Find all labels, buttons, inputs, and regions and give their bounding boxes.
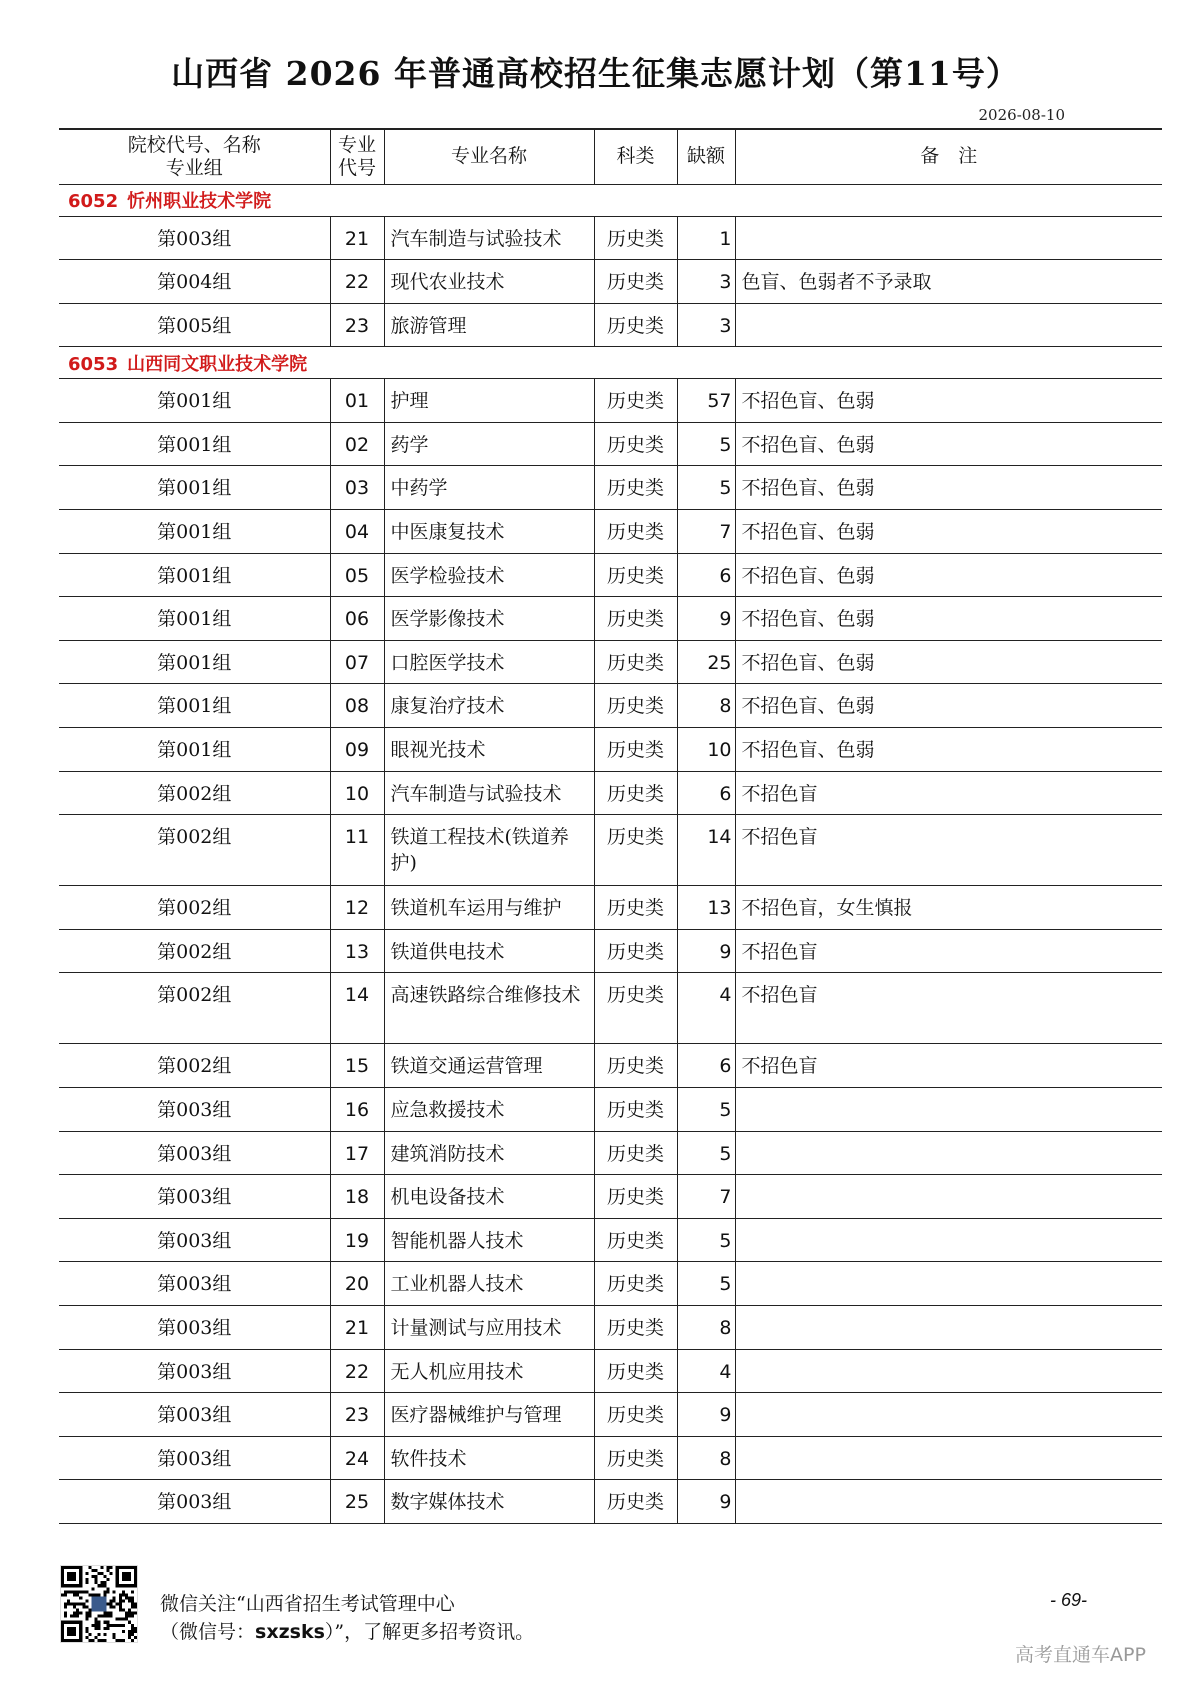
category-cell: 历史类 <box>594 1480 677 1524</box>
quota-cell: 9 <box>677 1480 735 1524</box>
quota-cell: 6 <box>677 1044 735 1088</box>
major-code-cell: 09 <box>330 728 384 772</box>
remark-cell <box>735 1131 1162 1175</box>
qr-code-icon <box>60 1565 138 1643</box>
header-major-code <box>330 129 384 184</box>
remark-cell <box>735 1393 1162 1437</box>
category-cell: 历史类 <box>594 1218 677 1262</box>
group-cell: 第001组 <box>59 553 330 597</box>
school-heading <box>59 184 1162 216</box>
table-row <box>59 216 1162 260</box>
table-row <box>59 640 1162 684</box>
quota-cell: 9 <box>677 929 735 973</box>
category-cell: 历史类 <box>594 684 677 728</box>
school-code: 6053 <box>68 353 119 375</box>
remark-cell: 不招色盲 <box>735 771 1162 815</box>
table-row <box>59 771 1162 815</box>
major-name-cell: 眼视光技术 <box>384 728 594 772</box>
header-major-code-line1: 专业 <box>337 133 376 156</box>
major-name-cell: 铁道机车运用与维护 <box>384 886 594 930</box>
remark-cell: 不招色盲、色弱 <box>735 684 1162 728</box>
major-code-cell: 20 <box>330 1262 384 1306</box>
quota-cell: 5 <box>677 1131 735 1175</box>
major-code-cell: 11 <box>330 815 384 886</box>
header-remark: 备 注 <box>735 129 1162 184</box>
quota-cell: 25 <box>677 640 735 684</box>
quota-cell: 5 <box>677 1088 735 1132</box>
category-cell: 历史类 <box>594 1044 677 1088</box>
remark-cell <box>735 1218 1162 1262</box>
remark-cell: 不招色盲 <box>735 1044 1162 1088</box>
table-row <box>59 1088 1162 1132</box>
major-code-cell: 13 <box>330 929 384 973</box>
major-name-cell: 汽车制造与试验技术 <box>384 771 594 815</box>
footer-line-2-suffix: ）”，了解更多招考资讯。 <box>324 1621 535 1643</box>
quota-cell: 1 <box>677 216 735 260</box>
footer-line-2 <box>160 1618 534 1646</box>
category-cell: 历史类 <box>594 379 677 423</box>
quota-cell: 5 <box>677 422 735 466</box>
major-name-cell: 铁道工程技术(铁道养护) <box>384 815 594 886</box>
table-body <box>59 184 1162 1523</box>
category-cell: 历史类 <box>594 1131 677 1175</box>
major-code-cell: 23 <box>330 1393 384 1437</box>
major-code-cell: 25 <box>330 1480 384 1524</box>
table-row <box>59 1480 1162 1524</box>
category-cell: 历史类 <box>594 728 677 772</box>
school-heading-row <box>59 184 1162 216</box>
category-cell: 历史类 <box>594 771 677 815</box>
table-row <box>59 466 1162 510</box>
group-cell: 第003组 <box>59 1393 330 1437</box>
quota-cell: 8 <box>677 1305 735 1349</box>
major-name-cell: 护理 <box>384 379 594 423</box>
major-name-cell: 康复治疗技术 <box>384 684 594 728</box>
category-cell: 历史类 <box>594 1349 677 1393</box>
major-code-cell: 21 <box>330 1305 384 1349</box>
group-cell: 第001组 <box>59 422 330 466</box>
major-code-cell: 01 <box>330 379 384 423</box>
table-row <box>59 815 1162 886</box>
quota-cell: 8 <box>677 1436 735 1480</box>
group-cell: 第004组 <box>59 260 330 304</box>
footer-line-2-prefix: （微信号： <box>160 1621 256 1643</box>
major-name-cell: 无人机应用技术 <box>384 1349 594 1393</box>
major-name-cell: 工业机器人技术 <box>384 1262 594 1306</box>
group-cell: 第002组 <box>59 886 330 930</box>
remark-cell: 不招色盲、色弱 <box>735 553 1162 597</box>
remark-cell <box>735 216 1162 260</box>
table-row <box>59 973 1162 1044</box>
major-name-cell: 建筑消防技术 <box>384 1131 594 1175</box>
quota-cell: 5 <box>677 1262 735 1306</box>
watermark: 高考直通车APP <box>1015 1644 1146 1666</box>
quota-cell: 7 <box>677 510 735 554</box>
major-name-cell: 中药学 <box>384 466 594 510</box>
group-cell: 第003组 <box>59 1131 330 1175</box>
header-category: 科类 <box>594 129 677 184</box>
quota-cell: 10 <box>677 728 735 772</box>
page-number: - 69- <box>1050 1590 1088 1610</box>
major-code-cell: 22 <box>330 1349 384 1393</box>
table-row <box>59 1262 1162 1306</box>
table-row <box>59 260 1162 304</box>
remark-cell: 不招色盲、色弱 <box>735 510 1162 554</box>
table-row <box>59 510 1162 554</box>
major-name-cell: 医疗器械维护与管理 <box>384 1393 594 1437</box>
category-cell: 历史类 <box>594 1393 677 1437</box>
quota-cell: 9 <box>677 597 735 641</box>
group-cell: 第003组 <box>59 1305 330 1349</box>
remark-cell: 不招色盲 <box>735 929 1162 973</box>
group-cell: 第003组 <box>59 216 330 260</box>
major-code-cell: 08 <box>330 684 384 728</box>
quota-cell: 14 <box>677 815 735 886</box>
category-cell: 历史类 <box>594 640 677 684</box>
major-name-cell: 机电设备技术 <box>384 1175 594 1219</box>
group-cell: 第001组 <box>59 597 330 641</box>
remark-cell <box>735 1349 1162 1393</box>
category-cell: 历史类 <box>594 303 677 347</box>
table-row <box>59 1305 1162 1349</box>
category-cell: 历史类 <box>594 553 677 597</box>
major-code-cell: 22 <box>330 260 384 304</box>
quota-cell: 4 <box>677 973 735 1044</box>
major-code-cell: 04 <box>330 510 384 554</box>
school-heading-row <box>59 347 1162 379</box>
group-cell: 第003组 <box>59 1088 330 1132</box>
group-cell: 第002组 <box>59 815 330 886</box>
category-cell: 历史类 <box>594 216 677 260</box>
category-cell: 历史类 <box>594 886 677 930</box>
publish-date: 2026-08-10 <box>978 106 1065 124</box>
remark-cell: 不招色盲、色弱 <box>735 466 1162 510</box>
header-school-label: 院校代号、名称 <box>127 133 261 156</box>
major-code-cell: 18 <box>330 1175 384 1219</box>
quota-cell: 8 <box>677 684 735 728</box>
category-cell: 历史类 <box>594 466 677 510</box>
major-code-cell: 10 <box>330 771 384 815</box>
category-cell: 历史类 <box>594 815 677 886</box>
group-cell: 第002组 <box>59 973 330 1044</box>
major-name-cell: 汽车制造与试验技术 <box>384 216 594 260</box>
table-row <box>59 1349 1162 1393</box>
remark-cell <box>735 1480 1162 1524</box>
remark-cell <box>735 1305 1162 1349</box>
group-cell: 第001组 <box>59 466 330 510</box>
wechat-id: sxzsks <box>255 1621 325 1643</box>
table-row <box>59 886 1162 930</box>
quota-cell: 3 <box>677 260 735 304</box>
major-name-cell: 铁道交通运营管理 <box>384 1044 594 1088</box>
remark-cell: 不招色盲、色弱 <box>735 728 1162 772</box>
major-name-cell: 应急救援技术 <box>384 1088 594 1132</box>
major-name-cell: 旅游管理 <box>384 303 594 347</box>
major-name-cell: 铁道供电技术 <box>384 929 594 973</box>
quota-cell: 5 <box>677 466 735 510</box>
remark-cell: 不招色盲、色弱 <box>735 597 1162 641</box>
major-code-cell: 06 <box>330 597 384 641</box>
school-heading <box>59 347 1162 379</box>
school-name: 山西同文职业技术学院 <box>127 353 308 375</box>
header-major-name: 专业名称 <box>384 129 594 184</box>
category-cell: 历史类 <box>594 510 677 554</box>
major-name-cell: 医学检验技术 <box>384 553 594 597</box>
remark-cell <box>735 303 1162 347</box>
header-quota: 缺额 <box>677 129 735 184</box>
quota-cell: 5 <box>677 1218 735 1262</box>
header-school-group <box>59 129 330 184</box>
remark-cell: 不招色盲，女生慎报 <box>735 886 1162 930</box>
major-code-cell: 21 <box>330 216 384 260</box>
major-code-cell: 16 <box>330 1088 384 1132</box>
major-code-cell: 05 <box>330 553 384 597</box>
remark-cell: 不招色盲、色弱 <box>735 422 1162 466</box>
major-name-cell: 软件技术 <box>384 1436 594 1480</box>
category-cell: 历史类 <box>594 1305 677 1349</box>
table-row <box>59 684 1162 728</box>
quota-cell: 13 <box>677 886 735 930</box>
major-name-cell: 高速铁路综合维修技术 <box>384 973 594 1044</box>
category-cell: 历史类 <box>594 1262 677 1306</box>
major-name-cell: 口腔医学技术 <box>384 640 594 684</box>
group-cell: 第002组 <box>59 1044 330 1088</box>
group-cell: 第003组 <box>59 1349 330 1393</box>
group-cell: 第005组 <box>59 303 330 347</box>
major-code-cell: 15 <box>330 1044 384 1088</box>
major-name-cell: 中医康复技术 <box>384 510 594 554</box>
category-cell: 历史类 <box>594 1088 677 1132</box>
remark-cell: 不招色盲 <box>735 815 1162 886</box>
major-code-cell: 19 <box>330 1218 384 1262</box>
remark-cell <box>735 1262 1162 1306</box>
table-row <box>59 728 1162 772</box>
enrollment-plan-table <box>59 128 1162 1524</box>
table-row <box>59 1175 1162 1219</box>
school-code: 6052 <box>68 191 119 212</box>
category-cell: 历史类 <box>594 1436 677 1480</box>
category-cell: 历史类 <box>594 260 677 304</box>
group-cell: 第003组 <box>59 1218 330 1262</box>
category-cell: 历史类 <box>594 1175 677 1219</box>
table-row <box>59 1131 1162 1175</box>
quota-cell: 4 <box>677 1349 735 1393</box>
table-row <box>59 379 1162 423</box>
group-cell: 第003组 <box>59 1262 330 1306</box>
quota-cell: 3 <box>677 303 735 347</box>
table-row <box>59 1436 1162 1480</box>
table-row <box>59 422 1162 466</box>
table-header-row <box>59 129 1162 184</box>
table-row <box>59 597 1162 641</box>
category-cell: 历史类 <box>594 929 677 973</box>
remark-cell <box>735 1175 1162 1219</box>
quota-cell: 57 <box>677 379 735 423</box>
major-code-cell: 12 <box>330 886 384 930</box>
group-cell: 第003组 <box>59 1175 330 1219</box>
footer-note <box>160 1590 534 1646</box>
major-name-cell: 数字媒体技术 <box>384 1480 594 1524</box>
group-cell: 第001组 <box>59 379 330 423</box>
major-name-cell: 智能机器人技术 <box>384 1218 594 1262</box>
quota-cell: 9 <box>677 1393 735 1437</box>
table-row <box>59 1218 1162 1262</box>
category-cell: 历史类 <box>594 973 677 1044</box>
table-row <box>59 929 1162 973</box>
header-major-code-line2: 代号 <box>337 156 376 179</box>
group-cell: 第001组 <box>59 510 330 554</box>
major-name-cell: 计量测试与应用技术 <box>384 1305 594 1349</box>
major-code-cell: 03 <box>330 466 384 510</box>
major-name-cell: 医学影像技术 <box>384 597 594 641</box>
group-cell: 第002组 <box>59 929 330 973</box>
group-cell: 第002组 <box>59 771 330 815</box>
category-cell: 历史类 <box>594 597 677 641</box>
major-code-cell: 23 <box>330 303 384 347</box>
quota-cell: 6 <box>677 553 735 597</box>
group-cell: 第003组 <box>59 1436 330 1480</box>
remark-cell: 不招色盲、色弱 <box>735 640 1162 684</box>
table-row <box>59 1044 1162 1088</box>
remark-cell <box>735 1436 1162 1480</box>
quota-cell: 6 <box>677 771 735 815</box>
group-cell: 第003组 <box>59 1480 330 1524</box>
major-code-cell: 02 <box>330 422 384 466</box>
category-cell: 历史类 <box>594 422 677 466</box>
remark-cell: 不招色盲 <box>735 973 1162 1044</box>
group-cell: 第001组 <box>59 728 330 772</box>
remark-cell: 色盲、色弱者不予录取 <box>735 260 1162 304</box>
group-cell: 第001组 <box>59 684 330 728</box>
quota-cell: 7 <box>677 1175 735 1219</box>
major-name-cell: 现代农业技术 <box>384 260 594 304</box>
header-group-label: 专业组 <box>165 156 223 179</box>
major-name-cell: 药学 <box>384 422 594 466</box>
table-row <box>59 303 1162 347</box>
school-name: 忻州职业技术学院 <box>127 191 272 212</box>
table-row <box>59 553 1162 597</box>
table-row <box>59 1393 1162 1437</box>
remark-cell: 不招色盲、色弱 <box>735 379 1162 423</box>
major-code-cell: 24 <box>330 1436 384 1480</box>
major-code-cell: 17 <box>330 1131 384 1175</box>
major-code-cell: 07 <box>330 640 384 684</box>
page-title: 山西省 2026 年普通高校招生征集志愿计划（第11号） <box>171 54 1020 93</box>
remark-cell <box>735 1088 1162 1132</box>
footer-line-1: 微信关注“山西省招生考试管理中心 <box>160 1593 455 1615</box>
major-code-cell: 14 <box>330 973 384 1044</box>
group-cell: 第001组 <box>59 640 330 684</box>
